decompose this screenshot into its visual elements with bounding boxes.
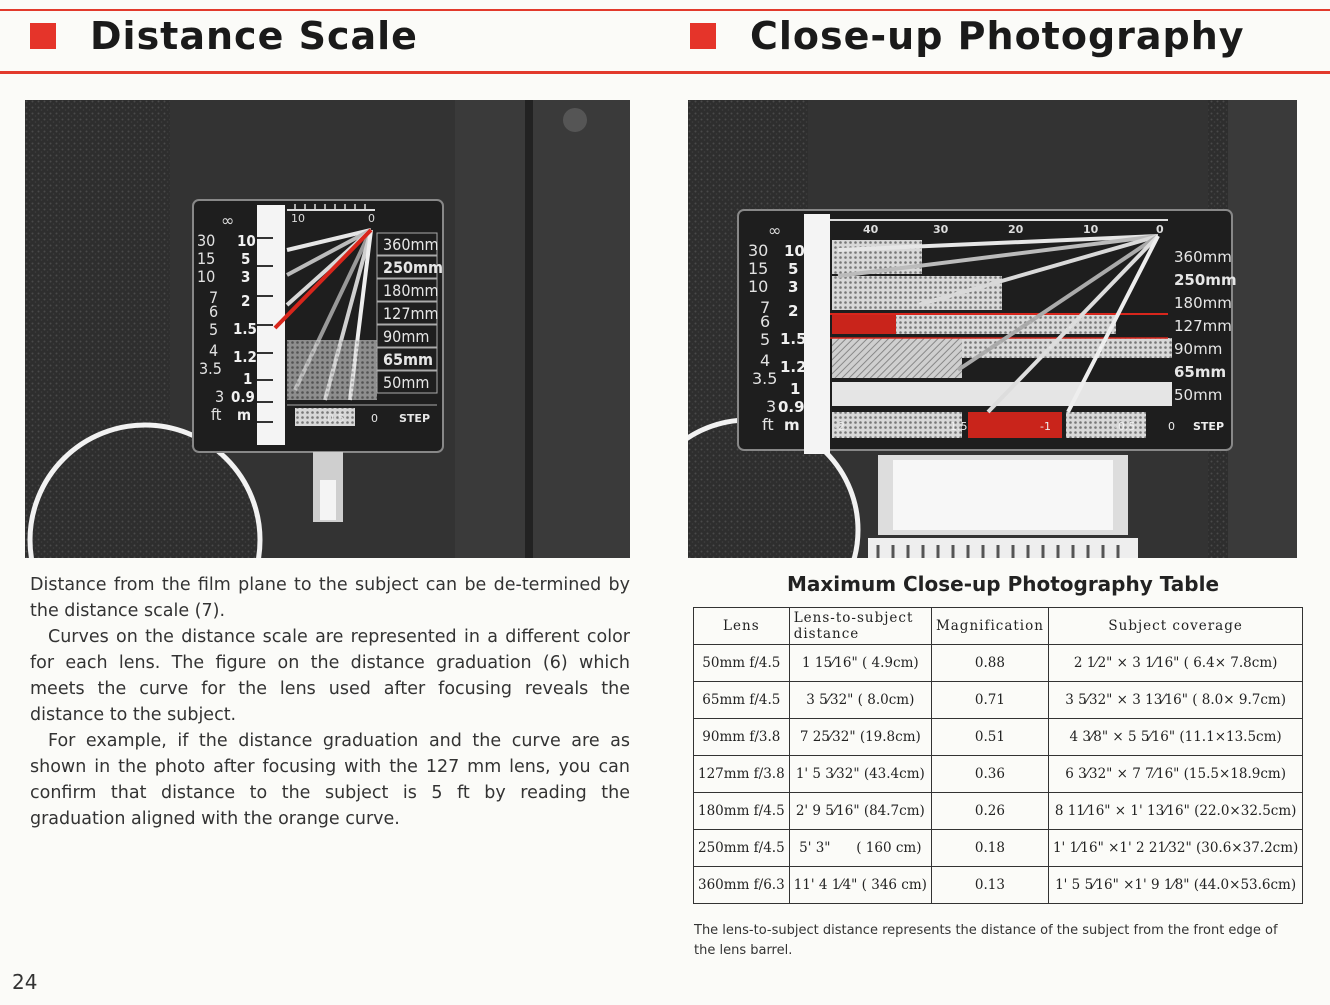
table-cell: 8 11⁄16" × 1' 13⁄16" (22.0×32.5cm) (1048, 793, 1302, 830)
step-label: -0.5 (1114, 420, 1136, 433)
table-row (694, 867, 1303, 904)
m-label: 1.2 (233, 348, 257, 366)
ft-label: 5 (760, 330, 771, 349)
table-cell: 7 25⁄32" (19.8cm) (789, 719, 931, 756)
table-cell: 0.13 (931, 867, 1048, 904)
table-row (694, 756, 1303, 793)
lens-label: 127mm (1174, 317, 1232, 335)
ft-label: 10 (748, 277, 769, 296)
ft-label: 6 (760, 312, 771, 331)
heading-text: Close-up Photography (750, 14, 1245, 58)
scale-top-label: 0 (1156, 223, 1164, 236)
lens-label: 65mm (1174, 363, 1227, 381)
scale-top-label: 20 (1008, 223, 1024, 236)
ft-label: 4 (760, 351, 771, 370)
lens-label: 127mm (383, 304, 439, 323)
ft-label: 7 (760, 298, 771, 317)
table-cell: 90mm f/3.8 (694, 719, 790, 756)
paragraph: Curves on the distance scale are represented in a different color for each lens. The figure on the distance graduation (6) which meets the curve for the lens used after focusing reveals the distance to the subject. (30, 627, 630, 725)
m-label: 3 (241, 268, 251, 286)
close-up-table (693, 607, 1303, 904)
table-cell: 50mm f/4.5 (694, 645, 790, 682)
heading-bullet-square (690, 23, 716, 49)
m-label: 0.9 (778, 398, 805, 416)
m-label: 1.5 (233, 320, 257, 338)
table-cell: 0.51 (931, 719, 1048, 756)
scale-top-label: 10 (1083, 223, 1099, 236)
lens-label: 50mm (1174, 386, 1223, 404)
step-label: -1 (1040, 420, 1051, 433)
column-header: Subject coverage (1048, 608, 1302, 645)
table-cell: 250mm f/4.5 (694, 830, 790, 867)
table-cell: 4 3⁄8" × 5 5⁄16" (11.1×13.5cm) (1048, 719, 1302, 756)
ft-label: 7 (209, 288, 219, 307)
top-red-rule (0, 9, 1330, 11)
m-label: 2 (241, 292, 251, 310)
m-label: 1 (243, 370, 253, 388)
table-cell: 3 5⁄32" × 3 13⁄16" ( 8.0× 9.7cm) (1048, 682, 1302, 719)
table-cell: 65mm f/4.5 (694, 682, 790, 719)
ft-label: 3 (766, 397, 777, 416)
table-cell: 1' 5 5⁄16" ×1' 9 1⁄8" (44.0×53.6cm) (1048, 867, 1302, 904)
ft-label: 3.5 (752, 369, 778, 388)
table-cell: 0.36 (931, 756, 1048, 793)
m-label: 3 (788, 278, 799, 296)
ft-label: 10 (197, 267, 216, 286)
m-label: 2 (788, 302, 799, 320)
scale-top-label: 0 (368, 212, 375, 225)
heading-text: Distance Scale (90, 14, 418, 58)
table-footnote: The lens-to-subject distance represents the distance of the subject from the front edge of the lens barrel. (694, 923, 1278, 958)
table-row (694, 830, 1303, 867)
ft-label: ft (211, 405, 222, 424)
paragraph: Distance from the film plane to the subject can be de-termined by the distance scale (7). (30, 575, 630, 621)
lens-label: 65mm (383, 350, 434, 369)
table-cell: 1' 5 3⁄32" (43.4cm) (789, 756, 931, 793)
ft-label: 4 (209, 341, 219, 360)
table-cell: 1' 1⁄16" ×1' 2 21⁄32" (30.6×37.2cm) (1048, 830, 1302, 867)
ft-label: 3 (215, 387, 225, 406)
column-header: Magnification (931, 608, 1048, 645)
step-label: 0 (1168, 420, 1175, 433)
table-cell: 0.71 (931, 682, 1048, 719)
lens-label: 360mm (1174, 248, 1232, 266)
ft-label: 6 (209, 302, 219, 321)
lens-label: 50mm (383, 373, 430, 392)
m-label: 10 (237, 232, 256, 250)
infinity-mark: ∞ (768, 221, 782, 240)
table-cell: 127mm f/3.8 (694, 756, 790, 793)
paragraph: For example, if the distance graduation and the curve are as shown in the photo after focusing with the 127 mm lens, you can confirm that distance to the subject is 5 ft by reading the graduation aligned with the orange curve. (30, 731, 630, 829)
column-header: Lens (694, 608, 790, 645)
lens-label: 250mm (1174, 271, 1237, 289)
m-label: m (237, 406, 252, 424)
lens-label: 180mm (383, 281, 439, 300)
table-cell: 180mm f/4.5 (694, 793, 790, 830)
lens-label: 250mm (383, 258, 444, 277)
table-cell: 0.88 (931, 645, 1048, 682)
infinity-mark: ∞ (221, 211, 235, 230)
m-label: 0.9 (231, 388, 255, 406)
m-label: 1 (790, 380, 801, 398)
section-heading-distance-scale (30, 14, 418, 58)
heading-bullet-square (30, 23, 56, 49)
ft-label: 15 (748, 259, 769, 278)
ft-label: ft (762, 415, 774, 434)
distance-scale-photo (25, 100, 630, 558)
step-label: STEP (1193, 420, 1225, 433)
ft-label: 30 (748, 241, 769, 260)
column-header: Lens-to-subject distance (789, 608, 931, 645)
m-label: 1.2 (780, 358, 807, 376)
scale-top-label: 10 (291, 212, 305, 225)
lens-label: 360mm (383, 235, 439, 254)
lens-label: 90mm (1174, 340, 1223, 358)
step-label: -2 (834, 420, 845, 433)
step-label: 0 (371, 412, 378, 425)
table-cell: 11' 4 1⁄4" ( 346 cm) (789, 867, 931, 904)
lens-label: 180mm (1174, 294, 1232, 312)
scale-top-label: 40 (863, 223, 879, 236)
table-row (694, 719, 1303, 756)
m-label: 5 (788, 260, 799, 278)
m-label: 1.5 (780, 330, 807, 348)
lens-label: 90mm (383, 327, 430, 346)
section-heading-close-up (690, 14, 1245, 58)
distance-scale-text (30, 572, 630, 832)
scale-top-label: 30 (933, 223, 949, 236)
table-cell: 3 5⁄32" ( 8.0cm) (789, 682, 931, 719)
m-label: m (784, 416, 800, 434)
header-red-rule (0, 71, 1330, 74)
table-title: Maximum Close-up Photography Table (786, 572, 1220, 596)
close-up-scale-photo (688, 100, 1297, 558)
table-row (694, 793, 1303, 830)
table-cell: 1 15⁄16" ( 4.9cm) (789, 645, 931, 682)
table-header-row (694, 608, 1303, 645)
table-cell: 6 3⁄32" × 7 7⁄16" (15.5×18.9cm) (1048, 756, 1302, 793)
table-cell: 0.26 (931, 793, 1048, 830)
table-cell: 360mm f/6.3 (694, 867, 790, 904)
ft-label: 15 (197, 249, 216, 268)
step-label: -1.5 (946, 420, 968, 433)
table-cell: 2' 9 5⁄16" (84.7cm) (789, 793, 931, 830)
ft-label: 3.5 (199, 359, 222, 378)
table-cell: 2 1⁄2" × 3 1⁄16" ( 6.4× 7.8cm) (1048, 645, 1302, 682)
m-label: 5 (241, 250, 251, 268)
table-row (694, 645, 1303, 682)
table-cell: 0.18 (931, 830, 1048, 867)
ft-label: 30 (197, 231, 216, 250)
page-number: 24 (12, 970, 38, 994)
step-label: STEP (399, 412, 431, 425)
table-row (694, 682, 1303, 719)
ft-label: 5 (209, 320, 219, 339)
table-cell: 5' 3" ( 160 cm) (789, 830, 931, 867)
step-label: -0.5 (323, 412, 345, 425)
m-label: 10 (784, 242, 805, 260)
